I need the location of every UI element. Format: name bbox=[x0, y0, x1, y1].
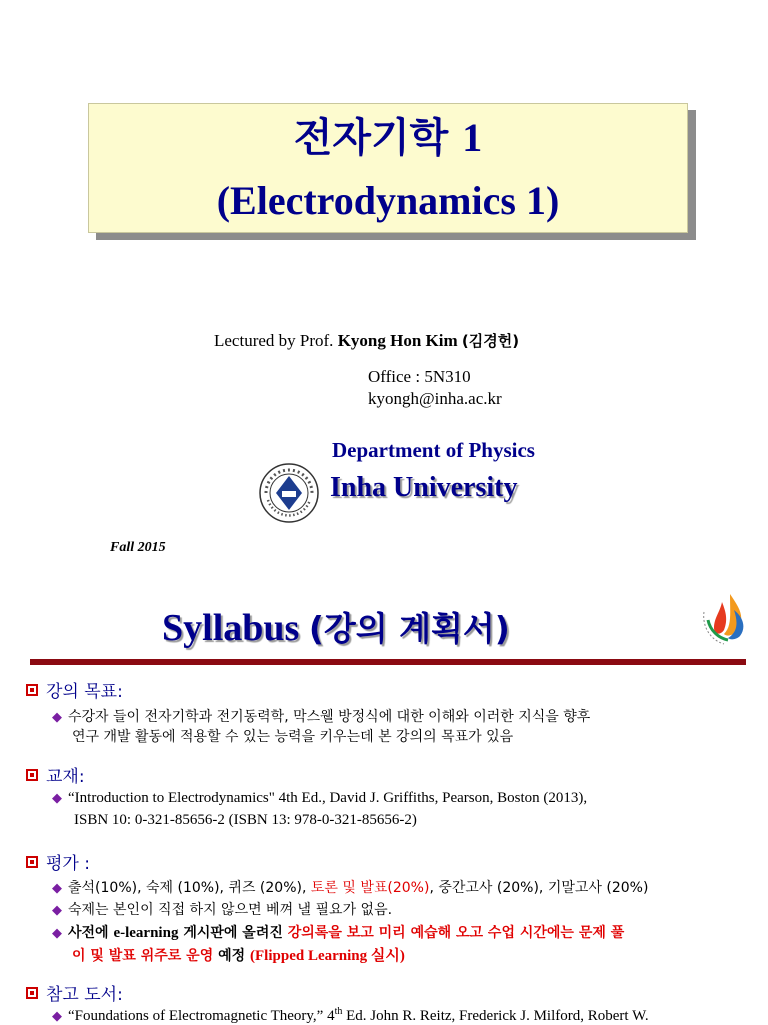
square-bullet-icon bbox=[26, 987, 38, 999]
goal-text-line-2: 연구 개발 활동에 적용할 수 있는 능력을 키우는데 본 강의의 목표가 있음 bbox=[72, 729, 514, 745]
diamond-bullet-icon: ◆ bbox=[52, 1008, 62, 1023]
homework-policy: ◆ 숙제는 본인이 직접 하지 않으면 베껴 낼 필요가 없음. bbox=[52, 902, 393, 918]
discussion-presentation-weight: 토론 및 발표(20%) bbox=[310, 880, 430, 896]
semester-label: Fall 2015 bbox=[110, 540, 166, 555]
contact-info bbox=[368, 366, 502, 410]
course-title-english: (Electrodynamics 1) bbox=[216, 178, 560, 223]
diamond-bullet-icon: ◆ bbox=[52, 926, 62, 941]
flipped-learning-note-line-1: ◆ 사전에 e-learning 게시판에 올려진 강의록을 보고 미리 예습해 오고 수업 시간에는 문제 풀 bbox=[52, 925, 625, 941]
section-heading-grading: 평가 : bbox=[26, 849, 90, 874]
diamond-bullet-icon: ◆ bbox=[52, 790, 62, 805]
diamond-bullet-icon: ◆ bbox=[52, 881, 62, 896]
diamond-bullet-icon: ◆ bbox=[52, 710, 62, 725]
university-name: Inha University bbox=[330, 472, 518, 503]
section-heading-references: 참고 도서: bbox=[26, 980, 123, 1005]
square-bullet-icon bbox=[26, 684, 38, 696]
reference-line-1: ◆ “Foundations of Electromagnetic Theory,” 4th Ed. John R. Reitz, Frederick J. Milford, Robert W. bbox=[52, 1006, 649, 1024]
square-bullet-icon bbox=[26, 769, 38, 781]
university-seal-icon bbox=[258, 462, 320, 524]
flipped-learning-note-line-2: 이 및 발표 위주로 운영 예정 (Flipped Learning 실시) bbox=[72, 948, 405, 964]
lecturer-korean-name: (김경헌) bbox=[461, 332, 520, 350]
textbook-line-2: ISBN 10: 0-321-85656-2 (ISBN 13: 978-0-321-85656-2) bbox=[74, 812, 417, 828]
email-address: kyongh@inha.ac.kr bbox=[368, 389, 502, 408]
university-flame-logo-icon bbox=[700, 590, 750, 646]
lecturer-name: Kyong Hon Kim bbox=[337, 331, 458, 350]
textbook-line-1: ◆ “Introduction to Electrodynamics" 4th Ed., David J. Griffiths, Pearson, Boston (2013), bbox=[52, 790, 588, 806]
course-title-box bbox=[88, 103, 688, 233]
section-heading-textbook: 교재: bbox=[26, 762, 85, 787]
section-divider bbox=[30, 659, 746, 665]
office-room: Office : 5N310 bbox=[368, 367, 471, 386]
lecturer-line: Lectured by Prof. Kyong Hon Kim (김경헌) bbox=[214, 331, 520, 350]
syllabus-title: Syllabus (강의 계획서) bbox=[162, 607, 510, 649]
square-bullet-icon bbox=[26, 856, 38, 868]
goal-text-line-1: ◆ 수강자 들이 전자기학과 전기동력학, 막스웰 방정식에 대한 이해와 이러한 지식을 향후 bbox=[52, 709, 591, 725]
grading-breakdown: ◆ 출석(10%), 숙제 (10%), 퀴즈 (20%), 토론 및 발표(20%), 중간고사 (20%), 기말고사 (20%) bbox=[52, 880, 649, 896]
section-heading-course-goal: 강의 목표: bbox=[26, 677, 123, 702]
diamond-bullet-icon: ◆ bbox=[52, 903, 62, 918]
department-name: Department of Physics bbox=[332, 438, 535, 462]
course-title-korean: 전자기학 1 bbox=[293, 115, 483, 161]
